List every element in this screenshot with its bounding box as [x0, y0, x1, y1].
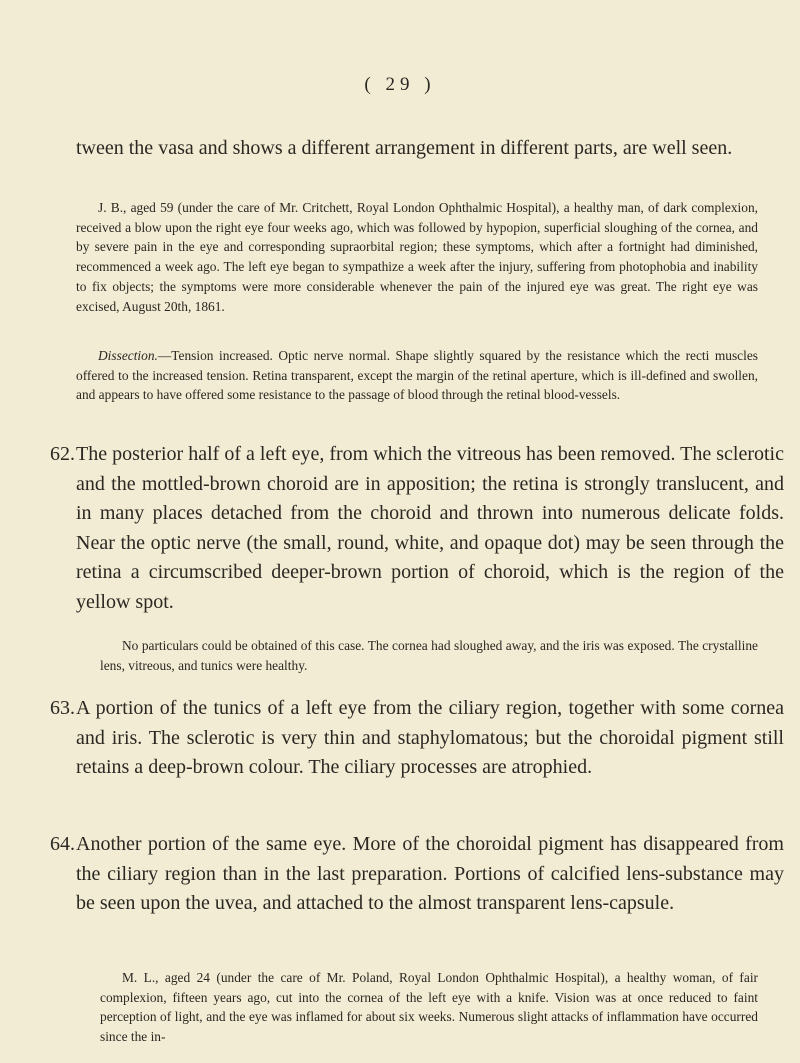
intro-paragraph: tween the vasa and shows a different arrangement in different parts, are well seen.: [76, 137, 733, 159]
section-62-note: No particulars could be obtained of this case. The cornea had sloughed away, and the iris was exposed. The crystalline lens, vitreous, and tunics were healthy.: [100, 638, 758, 673]
dissection-paragraph: [76, 346, 758, 405]
section-64: [50, 830, 784, 919]
section-number: 62.: [50, 443, 75, 465]
case-jb-paragraph: J. B., aged 59 (under the care of Mr. Critchett, Royal London Ophthalmic Hospital), a healthy man, of dark complexion, received a blow upon the right eye four weeks ago, which was followed by hypopion, superficial sloughing of the cornea, and by severe pain in the eye and corresponding supraorbital region; these symptoms, which after a fortnight had diminished, recommenced a week ago. The left eye began to sympathize a week after the injury, suffering from photophobia and inability to fix objects; the symptoms were more considerable whenever the pain of the injured eye was great. The right eye was excised, August 20th, 1861.: [76, 200, 758, 314]
dissection-text: —Tension increased. Optic nerve normal. Shape slightly squared by the resistance which the recti muscles offered to the increased tension. Retina transparent, except the margin of the retinal aperture, which is ill-defined and swollen, and appears to have offered some resistance to the passage of blood through the retinal blood-vessels.: [76, 348, 758, 403]
section-64-note: M. L., aged 24 (under the care of Mr. Poland, Royal London Ophthalmic Hospital), a healthy woman, of fair complexion, fifteen years ago, cut into the cornea of the left eye with a knife. Vision was at once reduced to faint perception of light, and the eye was inflamed for about six weeks. Numerous slight attacks of inflammation have occurred since the in-: [100, 970, 758, 1045]
section-text: The posterior half of a left eye, from which the vitreous has been removed. The sclerotic and the mottled-brown choroid are in apposition; the retina is strongly translucent, and in many places detached from the choroid and thrown into numerous delicate folds. Near the optic nerve (the small, round, white, and opaque dot) may be seen through the retina a circumscribed deeper-brown portion of choroid, which is the region of the yellow spot.: [76, 443, 784, 613]
section-63: [50, 694, 784, 783]
section-62: [50, 440, 784, 617]
dissection-label: Dissection.: [98, 348, 158, 363]
section-text: A portion of the tunics of a left eye from the ciliary region, together with some cornea and iris. The sclerotic is very thin and staphylomatous; but the choroidal pigment still retains a deep-brown colour. The ciliary processes are atrophied.: [76, 697, 784, 778]
section-number: 64.: [50, 833, 75, 855]
section-number: 63.: [50, 697, 75, 719]
section-text: Another portion of the same eye. More of the choroidal pigment has disappeared from the ciliary region than in the last preparation. Portions of calcified lens-substance may be seen upon the uvea, and attached to the almost transparent lens-capsule.: [76, 833, 784, 914]
page-number: ( 29 ): [364, 74, 436, 95]
